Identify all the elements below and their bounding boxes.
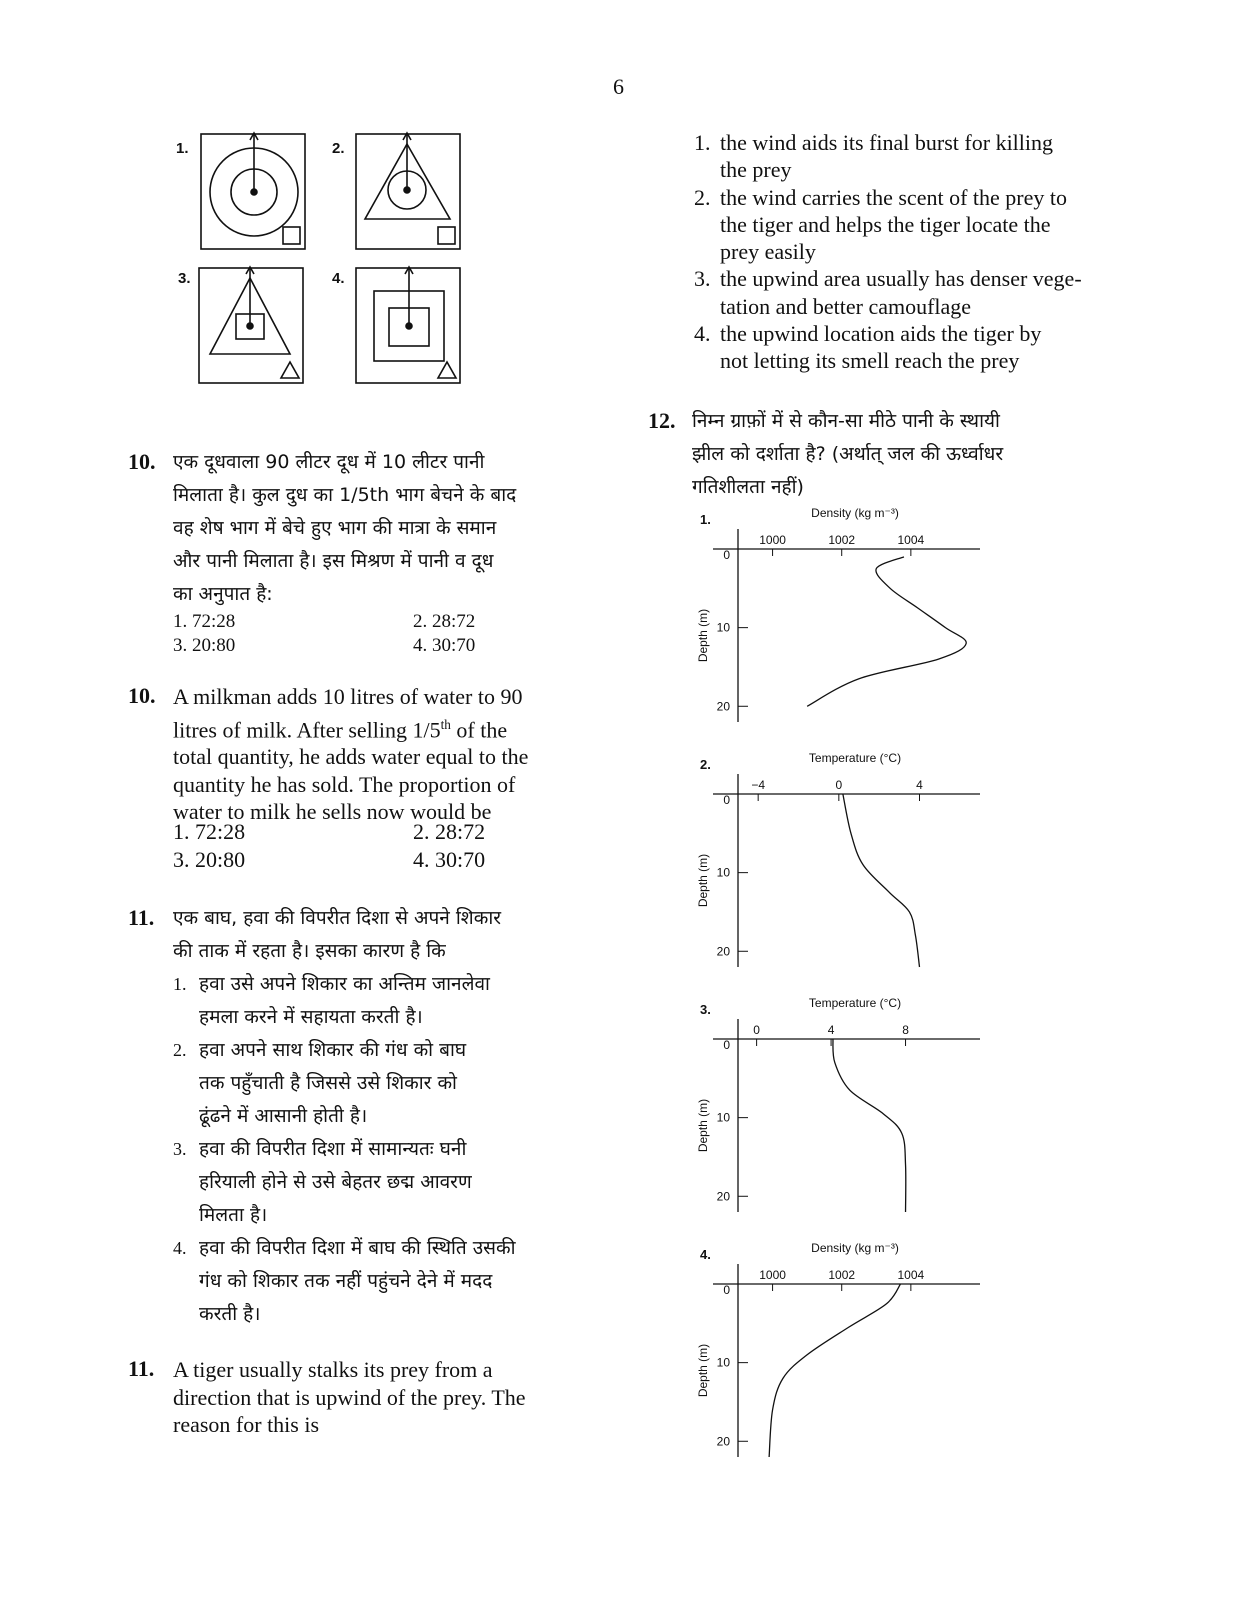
text-line: direction that is upwind of the prey. The — [173, 1384, 526, 1410]
x-tick-label: −4 — [751, 778, 766, 792]
text-line: का अनुपात है: — [173, 583, 273, 605]
option-number: 2. — [694, 184, 711, 210]
depth-profile-charts — [680, 500, 1000, 1460]
text-line: ढूंढने में आसानी होती है। — [199, 1105, 368, 1127]
data-curve — [769, 1284, 900, 1457]
chart-option-label: 3. — [700, 1002, 711, 1017]
chart-2 — [696, 751, 980, 967]
chart-4 — [696, 1241, 980, 1457]
text-line: मिलाता है। कुल दुध का 1/5th भाग बेचने के बाद — [173, 484, 517, 506]
text-line: हवा की विपरीत दिशा में बाघ की स्थिति उसकी — [199, 1237, 516, 1259]
chart-option-label: 1. — [700, 512, 711, 527]
y-tick-label: 10 — [716, 1110, 730, 1125]
figure-3 — [199, 267, 303, 383]
text-line: A tiger usually stalks its prey from a — [173, 1357, 493, 1382]
question-number: 10. — [128, 683, 156, 708]
option-3: 3. 20:80 — [173, 635, 236, 656]
page-number: 6 — [613, 74, 624, 99]
x-tick-label: 8 — [902, 1023, 909, 1037]
x-tick-label: 4 — [916, 778, 923, 792]
text-line: एक दूधवाला 90 लीटर दूध में 10 लीटर पानी — [173, 451, 485, 473]
option-4: 4. 30:70 — [413, 635, 476, 656]
text-line — [173, 711, 528, 744]
text-line: निम्न ग्राफ़ों में से कौन-सा मीठे पानी के स्थायी — [692, 410, 1000, 432]
text-line: हवा की विपरीत दिशा में सामान्यतः घनी — [199, 1138, 467, 1160]
text-line: वह शेष भाग में बेचे हुए भाग की मात्रा के समान — [173, 517, 497, 539]
y-axis-label: Depth (m) — [696, 1343, 710, 1398]
figure-label-4: 4. — [332, 270, 345, 287]
y-axis-label: Depth (m) — [696, 1098, 710, 1153]
text-line: not letting its smell reach the prey — [720, 348, 1020, 374]
text-line: total quantity, he adds water equal to the — [173, 744, 529, 770]
text-line: और पानी मिलाता है। इस मिश्रण में पानी व दूध — [173, 550, 494, 572]
text-line: A milkman adds 10 litres of water to 90 — [173, 684, 523, 709]
y-tick-label: 20 — [716, 1189, 730, 1204]
option-number: 1. — [173, 974, 187, 994]
text-line: तक पहुँचाती है जिससे उसे शिकार को — [199, 1072, 457, 1094]
option-number: 1. — [694, 130, 711, 155]
chart-title: Temperature (°C) — [808, 996, 902, 1010]
y-tick-label: 10 — [716, 620, 730, 635]
question-number: 11. — [128, 1356, 155, 1381]
options — [173, 968, 516, 1331]
text-line: गंध को शिकार तक नहीं पहुंचने देने में मदद — [199, 1270, 493, 1292]
y-tick-label: 0 — [723, 1038, 730, 1052]
chart-option-label: 2. — [700, 757, 711, 772]
text-line: prey easily — [720, 239, 816, 265]
text-line: हरियाली होने से उसे बेहतर छद्म आवरण — [199, 1171, 472, 1193]
x-tick-label: 0 — [835, 778, 843, 792]
text-line: मिलता है। — [199, 1204, 268, 1226]
x-tick-label: 1000 — [759, 533, 786, 547]
figure-2 — [356, 133, 460, 249]
question-text — [692, 405, 1003, 504]
text-line: करती है। — [199, 1303, 261, 1325]
y-tick-label: 20 — [716, 944, 730, 959]
question-text — [173, 902, 501, 968]
y-tick-label: 10 — [716, 1355, 730, 1370]
chart-title: Density (kg m⁻³) — [811, 506, 899, 520]
chart-3 — [696, 996, 980, 1212]
option-2: 2. 28:72 — [413, 819, 486, 844]
option-number: 2. — [173, 1040, 187, 1060]
text-fragment: litres of milk. After selling 1/5 — [173, 716, 441, 742]
options — [173, 819, 613, 873]
figure-label-1: 1. — [176, 140, 189, 157]
text-line: reason for this is — [173, 1412, 320, 1437]
option-1 — [173, 968, 516, 1034]
figure-label-3: 3. — [178, 270, 191, 287]
y-tick-label: 20 — [716, 699, 730, 714]
option-3: 3. 20:80 — [173, 847, 246, 872]
text-line: the tiger and helps the tiger locate the — [720, 211, 1051, 237]
text-line: हमला करने में सहायता करती है। — [199, 1006, 423, 1028]
text-line: हवा उसे अपने शिकार का अन्तिम जानलेवा — [199, 973, 490, 995]
superscript: th — [440, 716, 451, 732]
chart-1 — [696, 506, 980, 722]
data-curve — [833, 1039, 906, 1212]
option-1: 1. 72:28 — [173, 611, 236, 632]
question-text — [173, 683, 528, 826]
text-line: की ताक में रहता है। इसका कारण है कि — [173, 940, 446, 962]
text-fragment: of the — [450, 716, 508, 742]
y-tick-label: 0 — [723, 793, 730, 807]
text-line: the wind carries the scent of the prey to — [720, 184, 1067, 210]
option-4 — [694, 320, 1134, 375]
text-line: the upwind location aids the tiger by — [720, 321, 1042, 347]
option-2 — [173, 1034, 516, 1133]
options — [173, 611, 613, 657]
data-curve — [807, 557, 966, 706]
figure-options — [170, 128, 490, 393]
x-tick-label: 1004 — [897, 533, 925, 547]
text-line: झील को दर्शाता है? (अर्थात् जल की ऊर्ध्वाधर — [692, 443, 1004, 465]
option-2: 2. 28:72 — [413, 611, 476, 632]
option-1: 1. 72:28 — [173, 819, 246, 844]
y-tick-label: 0 — [723, 1283, 730, 1297]
text-line: tation and better camouflage — [720, 293, 972, 319]
y-tick-label: 0 — [723, 548, 730, 562]
text-line: गतिशीलता नहीं) — [692, 476, 804, 498]
y-axis-label: Depth (m) — [696, 853, 710, 908]
question-number: 11. — [128, 905, 155, 930]
option-4 — [173, 1232, 516, 1331]
figure-label-2: 2. — [332, 140, 345, 157]
text-line: the upwind area usually has denser vege- — [720, 266, 1082, 292]
x-tick-label: 4 — [827, 1023, 835, 1037]
data-curve — [843, 794, 920, 967]
question-text — [173, 1356, 526, 1439]
option-3 — [694, 265, 1134, 320]
text-line: हवा अपने साथ शिकार की गंध को बाघ — [199, 1039, 467, 1061]
option-3 — [173, 1133, 516, 1232]
text-line: the prey — [720, 157, 792, 183]
text-line: एक बाघ, हवा की विपरीत दिशा से अपने शिकार — [173, 907, 502, 929]
question-text — [173, 446, 516, 611]
chart-title: Temperature (°C) — [808, 751, 902, 765]
figure-4 — [356, 267, 460, 383]
x-tick-label: 1000 — [759, 1268, 786, 1282]
text-line: the wind aids its final burst for killing — [720, 130, 1054, 155]
option-2 — [694, 184, 1134, 266]
chart-title: Density (kg m⁻³) — [811, 1241, 899, 1255]
chart-option-label: 4. — [700, 1247, 711, 1262]
x-tick-label: 1002 — [828, 533, 856, 547]
text-line: quantity he has sold. The proportion of — [173, 771, 516, 797]
option-1 — [694, 129, 1134, 184]
y-tick-label: 20 — [716, 1434, 730, 1449]
question-number: 12. — [648, 408, 676, 433]
question-11-english-options — [694, 129, 1134, 375]
option-number: 3. — [173, 1139, 187, 1159]
x-tick-label: 1004 — [897, 1268, 925, 1282]
y-axis-label: Depth (m) — [696, 608, 710, 663]
option-number: 3. — [694, 266, 711, 292]
text-line: water to milk he sells now would be — [173, 799, 492, 825]
x-tick-label: 1002 — [828, 1268, 856, 1282]
option-number: 4. — [694, 321, 711, 347]
x-tick-label: 0 — [753, 1023, 760, 1037]
option-number: 4. — [173, 1238, 187, 1258]
figure-options-drawing — [170, 128, 490, 393]
figure-1 — [201, 133, 305, 249]
question-number: 10. — [128, 449, 156, 474]
option-4: 4. 30:70 — [413, 847, 486, 872]
y-tick-label: 10 — [716, 865, 730, 880]
